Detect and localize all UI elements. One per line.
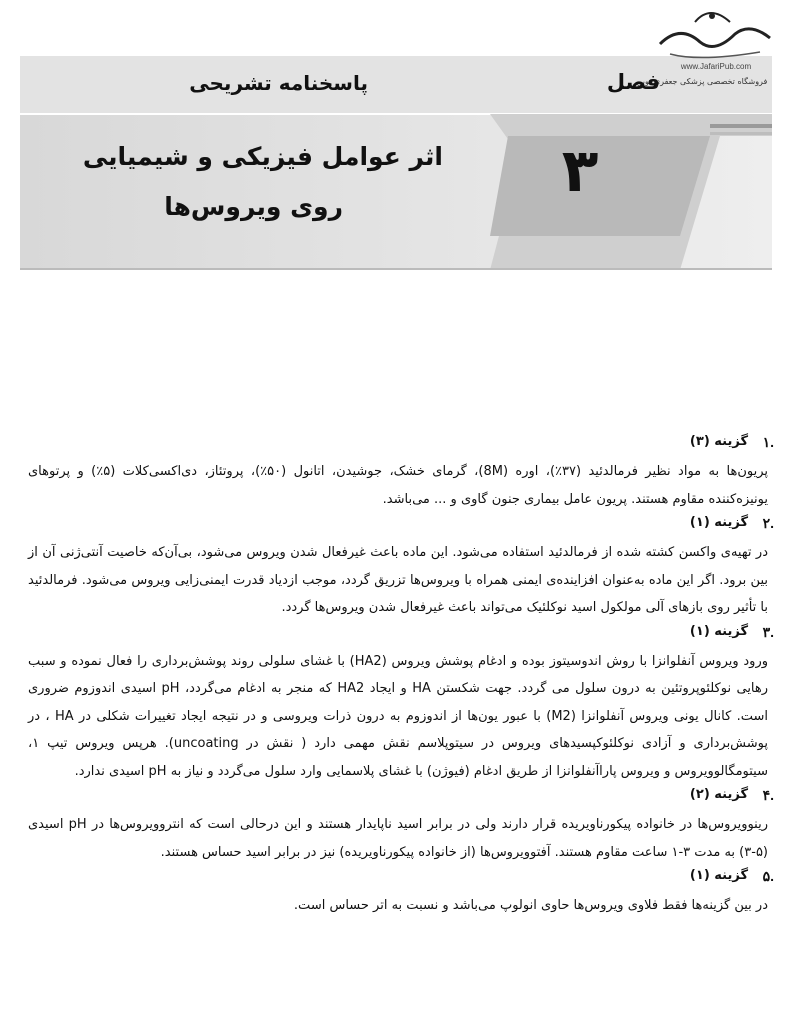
answer-item [0,866,788,920]
answer-list [0,432,788,920]
answer-header [0,785,788,811]
logo-tagline: فروشگاه تخصصی پزشکی جعفری نوین [636,77,768,86]
answer-option: گزینه (۳) [689,434,748,449]
answer-item [0,785,788,866]
answer-number: .۱ [762,434,774,450]
answer-header [0,622,788,648]
answer-number: .۳ [762,623,774,640]
answer-option: گزینه (۱) [689,515,748,530]
chapter-title-line1: اثر عوامل فیزیکی و شیمیایی [82,142,443,171]
chapter-subtitle: پاسخنامه تشریحی [189,71,368,95]
answer-option: گزینه (۱) [689,868,748,883]
answer-item [0,513,788,622]
publisher-logo-icon [640,4,780,64]
answer-explanation: در تهیه‌ی واکسن کشته شده از فرمالدئید استفاده می‌شود. این ماده باعث غیرفعال شدن ویروس می‌شود، بی‌آن‌که خاصیت آنتی‌ژنی آن از بین برود. اگر این ماده به‌عنوان افزاینده‌ی ایمنی همراه با ویروس‌ها تزریق گردد، موجب ازدیاد قدرت ایمنی‌زایی ویروس می‌شود. فرمالدئید با تأثیر روی بازهای آلی مولکول اسید نوکلئیک می‌تواند باعث غیرفعال شدن ویروس‌ها گردد. [28,545,768,615]
logo-url: www.JafariPub.com [680,62,752,71]
answer-header [0,513,788,539]
answer-option: گزینه (۲) [689,787,748,802]
answer-explanation: ورود ویروس آنفلوانزا با روش اندوسیتوز بوده و ادغام پوشش ویروس (HA2) با غشای سلولی روند پوشش‌برداری را فعال نموده و سبب رهایی نوکلئوپروتئین به درون سلول می گردد. جهت شکستن HA و ایجاد HA2 که منجر به ادغام می‌گردد، pH اسیدی اندوزوم ضروری است. کانال یونی ویروس آنفلوانزا (M2) با عبور یون‌ها از اندوزوم به درون ذرات ویروسی و در نتیجه ایجاد تغییرات شکلی در HA ، در پوشش‌برداری و آزادی نوکلئوکپسیدهای ویروس در سیتوپلاسم نقش مهمی دارد ( نقش در uncoating). هرپس ویروس تیپ ۱، سیتومگالوویروس و ویروس پاراآنفلوانزا از طریق ادغام (فیوژن) با غشای پلاسمایی وارد سلول می‌گردد و نیاز به pH اسیدی ندارد. [28,653,769,779]
answer-explanation: پریون‌ها به مواد نظیر فرمالدئید (۳۷٪)، اوره (8M)، گرمای خشک، جوشیدن، اتانول (۵۰٪)، پروتئاز، دی‌اکسی‌کلات (۵٪) و پرتوهای یونیزه‌کننده مقاوم هستند. پریون عامل بیماری جنون گاوی و ... می‌باشد. [28,464,768,507]
answer-explanation: در بین گزینه‌ها فقط فلاوی ویروس‌ها حاوی انولوپ می‌باشد و نسبت به اتر حساس است. [293,898,768,913]
answer-number: .۵ [762,868,774,884]
answer-item [0,622,788,786]
answer-number: .۲ [762,515,774,531]
chapter-label: فصل [606,70,660,94]
answer-option: گزینه (۱) [689,623,748,639]
chapter-title-line2: روی ویروس‌ها [164,192,343,221]
chapter-number: ۳ [561,136,599,206]
answer-item [0,432,788,513]
answer-header [0,866,788,892]
answer-explanation: رینوویروس‌ها در خانواده پیکورناویریده قرار دارند ولی در برابر اسید ناپایدار هستند و این درحالی است که انتروویروس‌ها در pH اسیدی (۵-۳) به مدت ۳-۱ ساعت مقاوم هستند. آفتوویروس‌ها (از خانواده پیکورناویریده) نیز در برابر اسید حساس هستند. [28,817,769,860]
answer-header [0,432,788,458]
answer-number: .۴ [762,787,774,803]
